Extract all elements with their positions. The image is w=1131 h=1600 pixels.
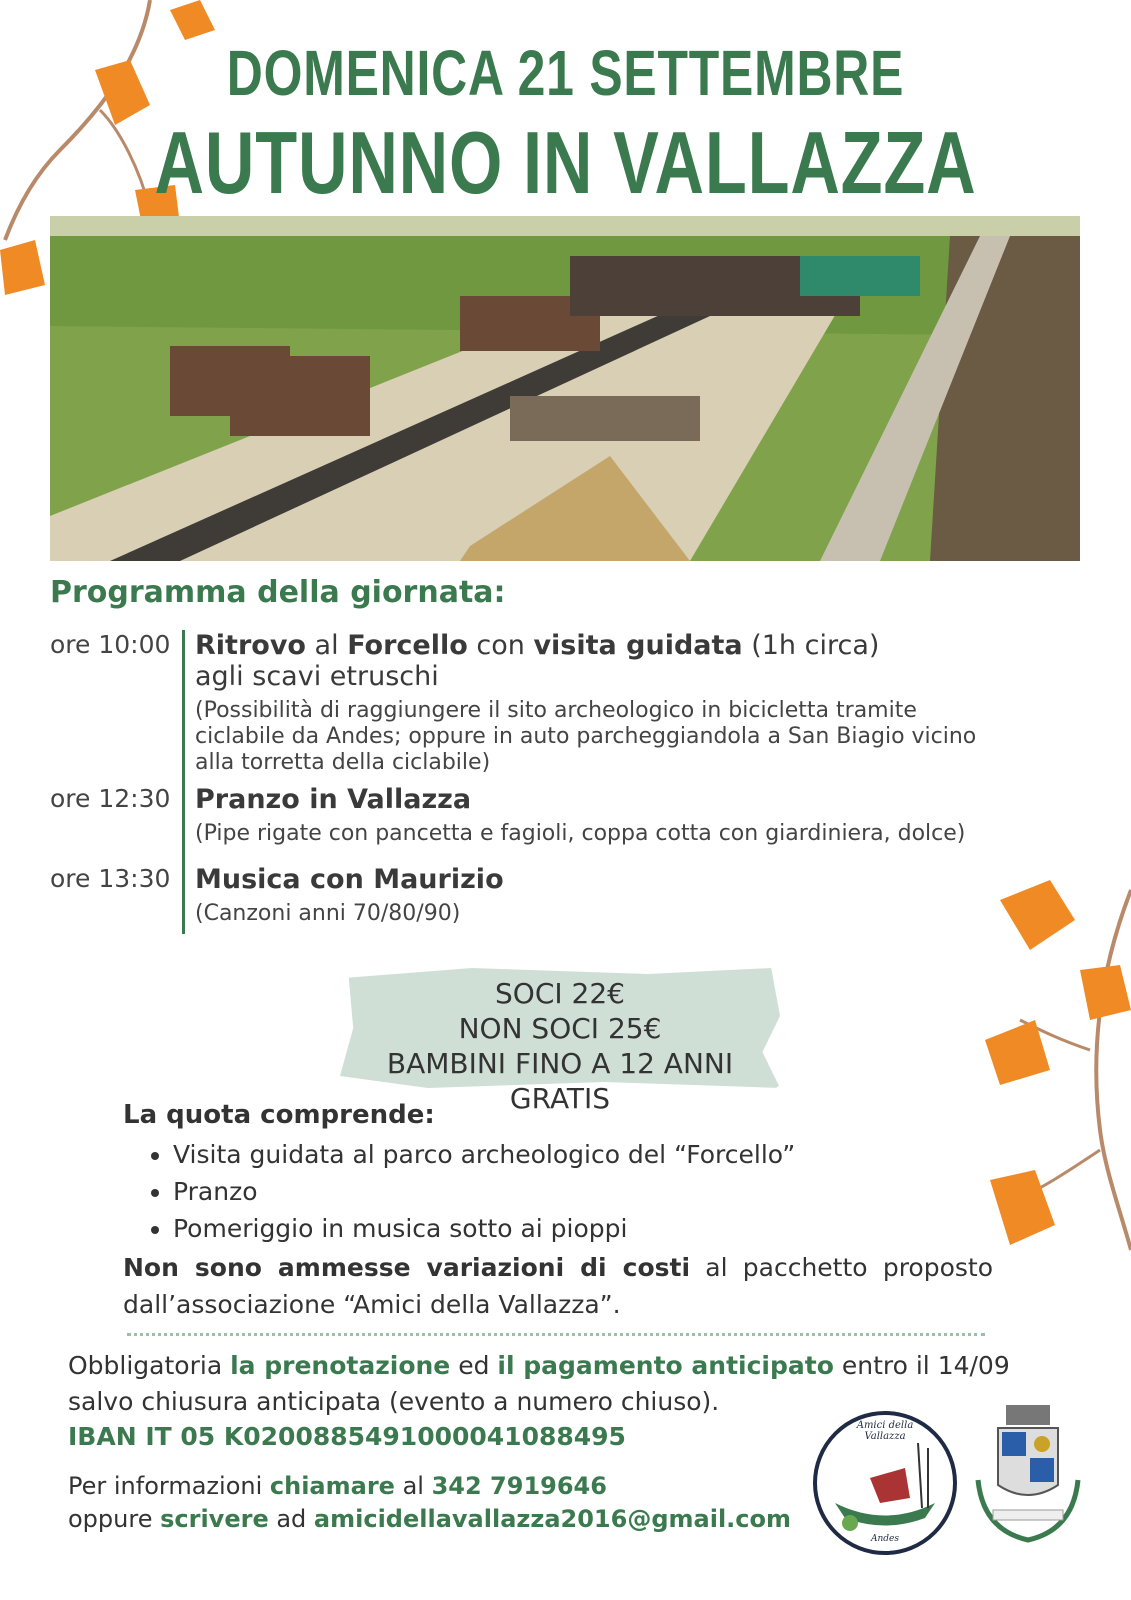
timeline-divider: [182, 630, 185, 784]
quota-list: [123, 1136, 993, 1247]
slot-note: (Possibilità di raggiungere il sito archeologico in bicicletta tramite ciclabile da Andes; oppure in auto parcheggiandola a San Biagio vicino alla torretta della ciclabile): [195, 698, 977, 775]
quota-disclaimer: Non sono ammesse variazioni di costi al pacchetto proposto dall’associazione “Amici della Vallazza”.: [123, 1253, 994, 1319]
municipal-coat-of-arms: [968, 1400, 1088, 1550]
price-members: SOCI 22€: [495, 977, 625, 1010]
slot-time: ore 13:30: [50, 864, 171, 893]
timeline-divider: [182, 864, 185, 934]
price-children: BAMBINI FINO A 12 ANNI GRATIS: [386, 1047, 734, 1115]
phone-number[interactable]: 342 7919646: [431, 1472, 607, 1500]
program-schedule: [50, 630, 1090, 934]
dotted-divider: [127, 1333, 985, 1336]
contact-info: Per informazioni chiamare al 342 7919646 oppure scrivere ad amicidellavallazza2016@gmail.com: [68, 1472, 792, 1533]
slot-note: (Canzoni anni 70/80/90): [195, 901, 461, 926]
quota-item: • Pomeriggio in musica sotto ai pioppi: [173, 1210, 993, 1247]
slot-note: (Pipe rigate con pancetta e fagioli, coppa cotta con giardiniera, dolce): [195, 821, 966, 846]
price-box: [340, 968, 780, 1115]
aerial-photo-archaeological-park: [50, 216, 1080, 561]
quota-heading: La quota comprende:: [123, 1100, 435, 1130]
logo-text-bottom: Andes: [870, 1534, 899, 1544]
logo-text-top: Amici della Vallazza: [856, 1420, 914, 1442]
quota-item: • Pranzo: [173, 1173, 993, 1210]
association-logo: [810, 1408, 960, 1558]
schedule-slot-1330: [50, 864, 1090, 934]
quota-item: • Visita guidata al parco archeologico del “Forcello”: [173, 1136, 993, 1173]
quota-section: [123, 1100, 993, 1323]
slot-subtitle: agli scavi etruschi: [195, 661, 439, 692]
price-non-members: NON SOCI 25€: [458, 1012, 662, 1045]
slot-title: Ritrovo al Forcello con visita guidata (1h circa): [195, 630, 880, 661]
email-link[interactable]: amicidellavallazza2016@gmail.com: [313, 1505, 792, 1533]
schedule-slot-1000: [50, 630, 1090, 784]
iban: IBAN IT 05 K0200885491000041088495: [68, 1422, 626, 1451]
program-heading: Programma della giornata:: [50, 575, 506, 610]
booking-notice: Obbligatoria la prenotazione ed il pagamento anticipato entro il 14/09 salvo chiusura anticipata (evento a numero chiuso).: [68, 1351, 1010, 1416]
slot-title: Pranzo in Vallazza: [195, 784, 472, 815]
event-title: AUTUNNO IN VALLAZZA: [154, 113, 977, 212]
schedule-slot-1230: [50, 784, 1090, 864]
slot-time: ore 10:00: [50, 630, 171, 659]
slot-title: Musica con Maurizio: [195, 864, 504, 895]
timeline-divider: [182, 784, 185, 864]
slot-time: ore 12:30: [50, 784, 171, 813]
event-date: DOMENICA 21 SETTEMBRE: [226, 37, 905, 109]
